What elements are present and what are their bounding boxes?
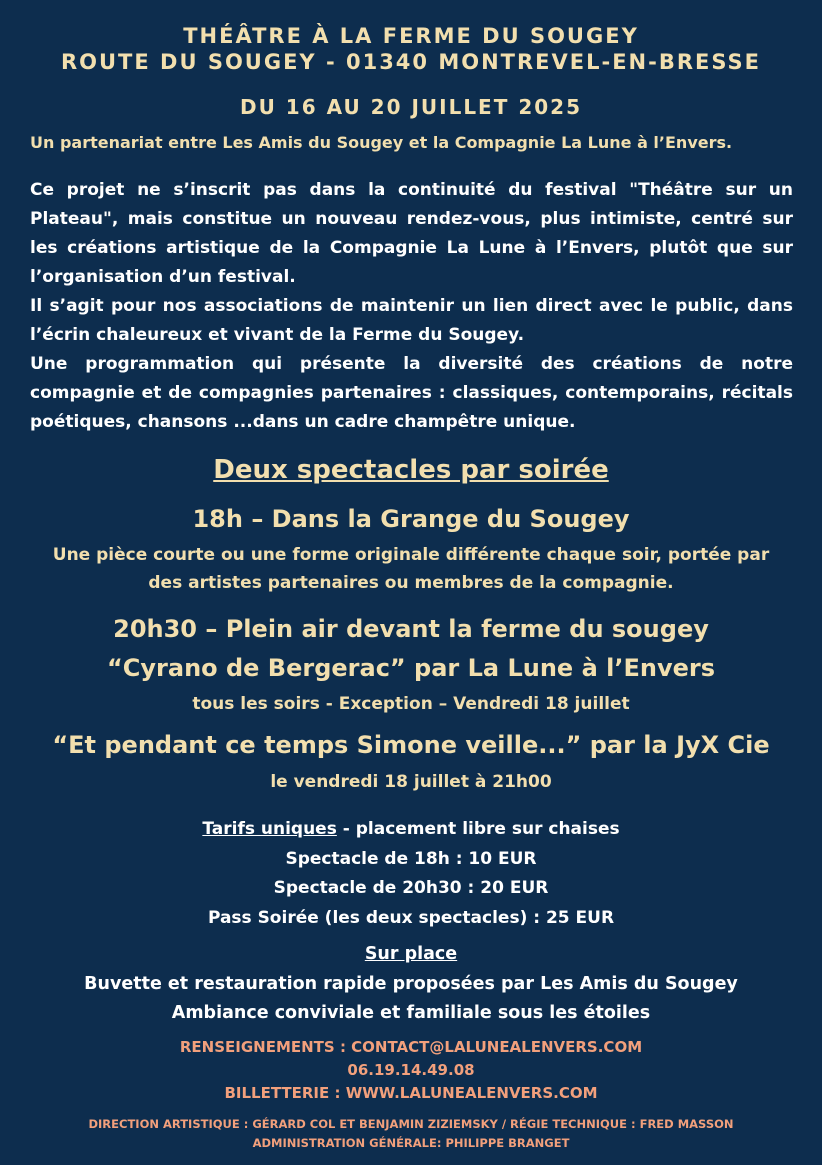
simone-note: le vendredi 18 juillet à 21h00 <box>270 772 552 792</box>
intro-paragraph-1: Ce projet ne s’inscrit pas dans la continuité du festival "Théâtre sur un Plateau", mais constitue un nouveau rendez-vous, plus intimiste, centré sur les créations artistique de la Compagnie La Lune à l’Envers, plutôt que sur l’organisation d’un festival. <box>30 180 793 287</box>
price-20h30: Spectacle de 20h30 : 20 EUR <box>273 878 549 898</box>
credits-line-1: DIRECTION ARTISTIQUE : GÉRARD COL ET BENJAMIN ZIZIEMSKY / RÉGIE TECHNIQUE : FRED MASSON <box>88 1117 734 1131</box>
program-heading: Deux spectacles par soirée <box>213 455 609 485</box>
pricing-section <box>0 815 822 933</box>
show-18h-description <box>0 541 822 597</box>
contact-email[interactable]: RENSEIGNEMENTS : CONTACT@LALUNEALENVERS.COM <box>179 1038 643 1056</box>
cyrano-note: tous les soirs - Exception – Vendredi 18 juillet <box>192 694 630 714</box>
credits-line-2: ADMINISTRATION GÉNÉRALE: PHILIPPE BRANGET <box>252 1136 570 1150</box>
venue-title: THÉÂTRE À LA FERME DU SOUGEY <box>183 24 639 48</box>
ticketing-link[interactable]: BILLETTERIE : WWW.LALUNEALENVERS.COM <box>224 1084 598 1102</box>
pricing-label: Tarifs uniques <box>202 819 337 839</box>
price-pass: Pass Soirée (les deux spectacles) : 25 EUR <box>207 907 615 928</box>
cyrano-title: “Cyrano de Bergerac” par La Lune à l’Envers <box>107 654 715 682</box>
on-site-line-1: Buvette et restauration rapide proposées par Les Amis du Sougey <box>84 973 738 994</box>
partnership-line: Un partenariat entre Les Amis du Sougey et la Compagnie La Lune à l’Envers. <box>30 133 733 152</box>
intro-paragraph-3: Une programmation qui présente la diversité des créations de notre compagnie et de compagnies partenaires : classiques, contemporains, récitals poétiques, chansons ...dans un cadre champêtre unique. <box>30 354 793 432</box>
simone-title: “Et pendant ce temps Simone veille...” par la JyX Cie <box>52 731 770 759</box>
contact-section <box>0 1036 822 1105</box>
pricing-heading <box>0 815 822 845</box>
intro-text <box>30 176 793 437</box>
on-site-label: Sur place <box>364 944 458 964</box>
on-site-section <box>0 940 822 1029</box>
venue-address: ROUTE DU SOUGEY - 01340 MONTREVEL-EN-BRESSE <box>60 50 762 74</box>
show-18h-title: 18h – Dans la Grange du Sougey <box>192 505 630 533</box>
event-dates: DU 16 AU 20 JUILLET 2025 <box>239 95 582 119</box>
credits-section <box>0 1115 822 1153</box>
contact-phone[interactable]: 06.19.14.49.08 <box>347 1061 475 1079</box>
intro-paragraph-2: Il s’agit pour nos associations de maintenir un lien direct avec le public, dans l’écrin chaleureux et vivant de la Ferme du Sougey. <box>30 296 793 345</box>
show-20h30-title: 20h30 – Plein air devant la ferme du sougey <box>113 615 709 643</box>
on-site-line-2: Ambiance conviviale et familiale sous les étoiles <box>171 1003 651 1023</box>
pricing-suffix: - placement libre sur chaises <box>336 819 620 839</box>
price-18h: Spectacle de 18h : 10 EUR <box>285 848 537 869</box>
show-18h-description-line-2: des artistes partenaires ou membres de la compagnie. <box>148 573 674 593</box>
show-18h-description-line-1: Une pièce courte ou une forme originale différente chaque soir, portée par <box>52 545 770 565</box>
